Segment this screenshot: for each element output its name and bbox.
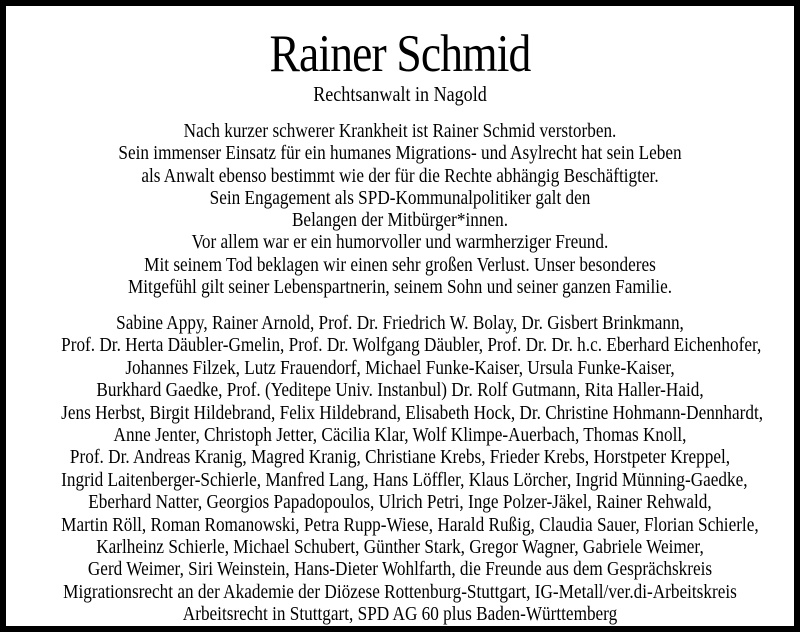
signatories-line: Jens Herbst, Birgit Hildebrand, Felix Hildebrand, Elisabeth Hock, Dr. Christine Hohmann-Dennhardt, [61,401,764,424]
body-line: Nach kurzer schwerer Krankheit ist Rainer Schmid verstorben. [183,120,617,142]
body-line: Vor allem war er ein humorvoller und warmherziger Freund. [191,231,609,254]
signatories-line: Migrationsrecht an der Akademie der Diözese Rottenburg-Stuttgart, IG-Metall/ver.di-Arbeitskreis [63,580,737,603]
deceased-profession-subtitle: Rechtsanwalt in Nagold [313,82,487,106]
signatories-line: Anne Jenter, Christoph Jetter, Cäcilia Klar, Wolf Klimpe-Auerbach, Thomas Knoll, [113,424,687,447]
signatories-line: Ingrid Laitenberger-Schierle, Manfred Lang, Hans Löffler, Klaus Lörcher, Ingrid Münning-Gaedke, [61,468,748,491]
body-line: Mitgefühl gilt seiner Lebenspartnerin, seinem Sohn und seiner ganzen Familie. [127,276,673,299]
body-line: Sein Engagement als SPD-Kommunalpolitiker galt den [209,186,591,209]
body-line: als Anwalt ebenso bestimmt wie der für die Rechte abhängig Beschäftigter. [141,164,659,187]
deceased-name-title: Rainer Schmid [269,25,531,83]
signatories-line: Karlheinz Schierle, Michael Schubert, Günther Stark, Gregor Wagner, Gabriele Weimer, [96,536,704,559]
signatories-list [6,312,794,626]
signatories-line: Prof. Dr. Andreas Kranig, Magred Kranig, Christiane Krebs, Frieder Krebs, Horstpeter Kreppel, [69,446,731,469]
body-line: Belangen der Mitbürger*innen. [291,209,509,232]
signatories-line: Gerd Weimer, Siri Weinstein, Hans-Dieter Wohlfarth, die Freunde aus dem Gesprächskreis [87,558,713,581]
signatories-line: Eberhard Natter, Georgios Papadopoulos, Ulrich Petri, Inge Polzer-Jäkel, Rainer Rehwald, [88,491,712,514]
body-line: Mit seinem Tod beklagen wir einen sehr großen Verlust. Unser besonderes [144,253,656,276]
signatories-line: Prof. Dr. Herta Däubler-Gmelin, Prof. Dr. Wolfgang Däubler, Prof. Dr. Dr. h.c. Eberhard Eichenhofer, [61,334,762,357]
body-line: Sein immenser Einsatz für ein humanes Migrations- und Asylrecht hat sein Leben [118,142,682,165]
signatories-line: Sabine Appy, Rainer Arnold, Prof. Dr. Friedrich W. Bolay, Dr. Gisbert Brinkmann, [116,312,684,334]
signatories-line: Johannes Filzek, Lutz Frauendorf, Michael Funke-Kaiser, Ursula Funke-Kaiser, [125,356,675,379]
signatories-line: Burkhard Gaedke, Prof. (Yeditepe Univ. Instanbul) Dr. Rolf Gutmann, Rita Haller-Haid, [96,379,704,402]
signatories-line: Martin Röll, Roman Romanowski, Petra Rupp-Wiese, Harald Rußig, Claudia Sauer, Florian Schierle, [61,513,759,536]
obituary-body [6,120,794,298]
signatories-line: Arbeitsrecht in Stuttgart, SPD AG 60 plus Baden-Württemberg [182,603,618,626]
obituary-notice [6,6,794,626]
